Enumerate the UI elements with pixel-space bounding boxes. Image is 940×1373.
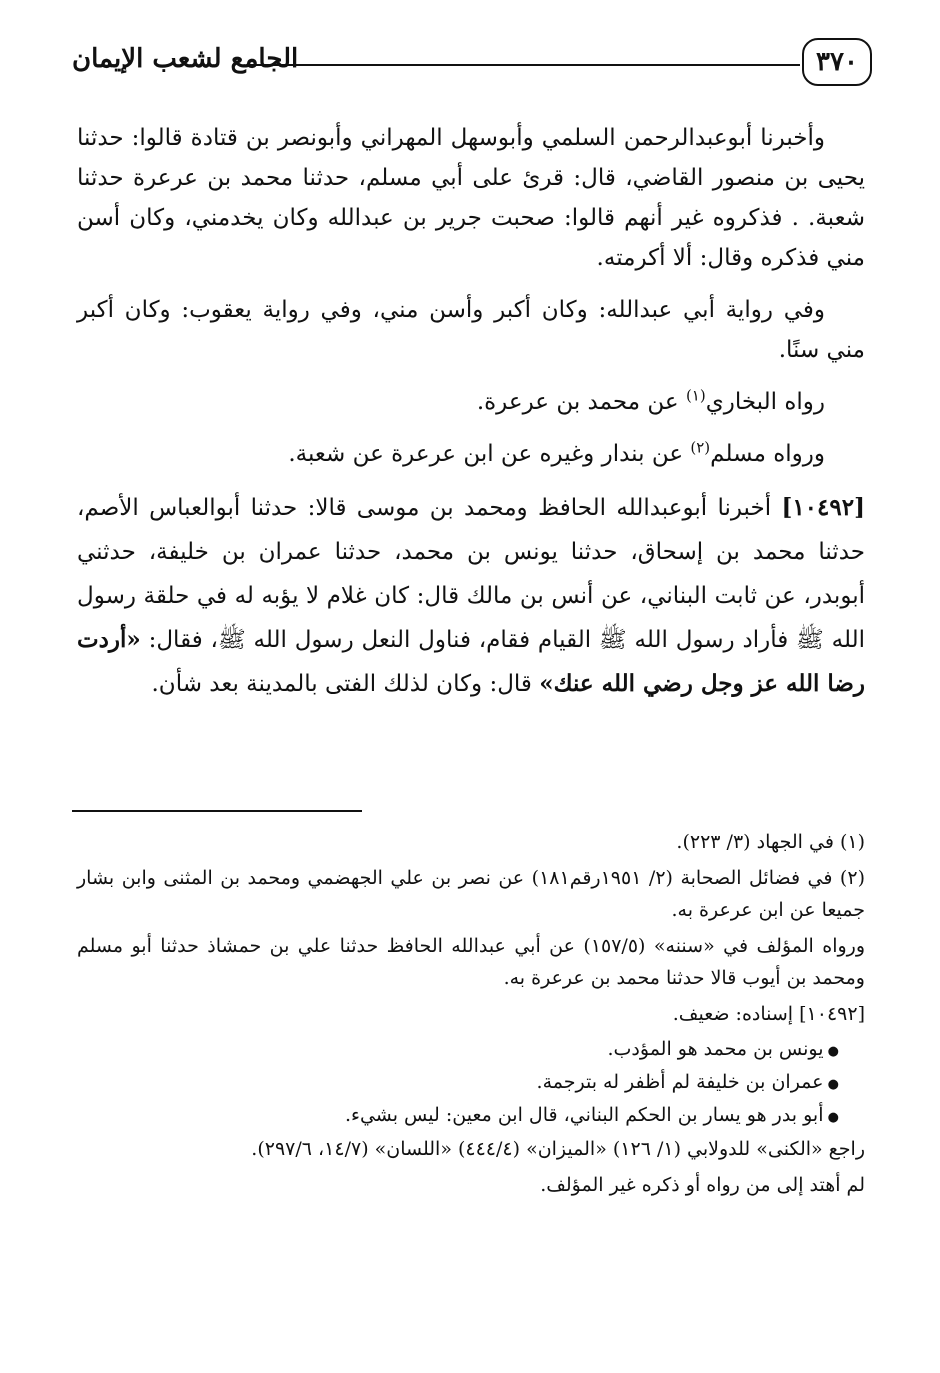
paragraph-4-text-b: عن بندار وغيره عن ابن عرعرة عن شعبة. xyxy=(288,441,691,467)
footnote-ref-1[interactable]: (١) xyxy=(685,386,706,405)
header-rule xyxy=(250,64,800,66)
hadith-number: [١٠٤٩٢] xyxy=(781,494,865,521)
paragraph-3-text-b: عن محمد بن عرعرة. xyxy=(476,389,686,415)
paragraph-3 xyxy=(77,382,865,422)
footnote-bullet: ● أبو بدر هو يسار بن الحكم البناني، قال ابن معين: ليس بشيء. xyxy=(77,1100,865,1133)
paragraph-1: وأخبرنا أبوعبدالرحمن السلمي وأبوسهل المهراني وأبونصر بن قتادة قالوا: حدثنا يحيى بن منصور القاضي، قال: قرئ على أبي مسلم، حدثنا محمد بن عرعرة حدثنا شعبة. . فذكروه غير أنهم قالوا: صحبت جرير بن عبدالله وكان يخدمني، وكان أسن مني فذكره وقال: ألا أكرمته. xyxy=(77,125,865,271)
footnote-2: (٢) في فضائل الصحابة (٢/ ١٩٥١رقم١٨١) عن نصر بن علي الجهضمي ومحمد بن المثنى وابن بشار جميعا عن ابن عرعرة به. xyxy=(77,867,865,921)
footnote-ref-2[interactable]: (٢) xyxy=(690,438,711,457)
footnote-bullet: ● يونس بن محمد هو المؤدب. xyxy=(77,1034,865,1067)
footnote-3-heading: [١٠٤٩٢] إسناده: ضعيف. xyxy=(672,1003,865,1025)
paragraph-3-text-a: رواه البخاري xyxy=(705,389,825,415)
hadith-quote: «أردت رضا الله عز وجل رضي الله عنك» xyxy=(77,626,865,697)
footnote-bullet: ● عمران بن خليفة لم أظفر له بترجمة. xyxy=(77,1067,865,1100)
footnote-1: (١) في الجهاد (٣/ ٢٢٣). xyxy=(676,831,865,853)
paragraph-4-text-a: ورواه مسلم xyxy=(710,441,825,467)
book-title: الجامع لشعب الإيمان xyxy=(72,44,299,74)
footnotes xyxy=(77,826,865,1205)
footnote-3-last: لم أهتد إلى من رواه أو ذكره غير المؤلف. xyxy=(540,1174,865,1196)
paragraph-2: وفي رواية أبي عبدالله: وكان أكبر وأسن مني، وفي رواية يعقوب: وكان أكبر مني سنًا. xyxy=(77,297,865,363)
hadith-text-b: قال: وكان لذلك الفتى بالمدينة بعد شأن. xyxy=(151,671,540,697)
footnote-3-refs: راجع «الكنى» للدولابي (١/ ١٢٦) «الميزان» (٤٤٤/٤) «اللسان» (١٤/٧، ٢٩٧/٦). xyxy=(251,1138,865,1160)
footnote-separator xyxy=(72,810,362,812)
footnote-2-extra: ورواه المؤلف في «سننه» (١٥٧/٥) عن أبي عبدالله الحافظ حدثنا علي بن حمشاذ حدثنا أبو مسلم ومحمد بن أيوب قالا حدثنا محمد بن عرعرة به. xyxy=(77,935,865,989)
page-number: ٣٧٠ xyxy=(802,38,872,86)
hadith-text-a: أخبرنا أبوعبدالله الحافظ ومحمد بن موسى قالا: حدثنا أبوالعباس الأصم، حدثنا محمد بن إسحاق، حدثنا يونس بن محمد، حدثنا عمران بن خليفة، حدثني أبوبدر، عن ثابت البناني، عن أنس بن مالك قال: كان غلام لا يؤبه له في حلقة رسول الله ﷺ فأراد رسول الله ﷺ القيام فقام، فناول النعل رسول الله ﷺ، فقال: xyxy=(77,495,865,653)
main-text xyxy=(77,118,865,718)
page-header xyxy=(72,38,872,98)
paragraph-4 xyxy=(77,434,865,474)
hadith-paragraph xyxy=(77,486,865,706)
